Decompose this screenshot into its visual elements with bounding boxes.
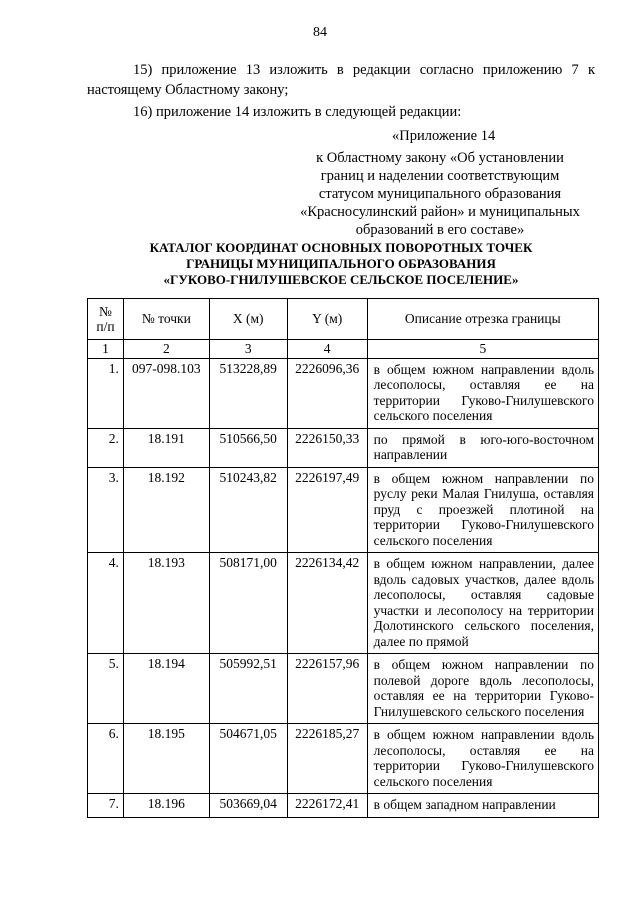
table-row [88, 428, 599, 467]
column-number: 1 [88, 340, 124, 359]
cell-point: 097-098.103 [123, 358, 209, 428]
cell-index: 7. [88, 794, 124, 818]
header-point: № точки [123, 299, 209, 340]
header-y: Y (м) [287, 299, 367, 340]
appendix-line: статусом муниципального образования [318, 186, 562, 202]
cell-x: 503669,04 [209, 794, 287, 818]
cell-index: 1. [88, 358, 124, 428]
cell-y: 2226197,49 [287, 467, 367, 553]
cell-point: 18.196 [123, 794, 209, 818]
coordinates-table [87, 298, 599, 818]
cell-index: 5. [88, 654, 124, 724]
cell-description: в общем западном направлении [367, 794, 598, 818]
cell-index: 3. [88, 467, 124, 553]
cell-x: 508171,00 [209, 553, 287, 654]
table-row [88, 724, 599, 794]
header-x: X (м) [209, 299, 287, 340]
catalog-title-line: КАТАЛОГ КООРДИНАТ ОСНОВНЫХ ПОВОРОТНЫХ ТОЧЕК [149, 240, 533, 255]
header-index: № п/п [88, 299, 124, 340]
paragraph-15: 15) приложение 13 изложить в редакции согласно приложению 7 к настоящему Областному закону; [87, 62, 595, 98]
paragraph-16: 16) приложение 14 изложить в следующей редакции: [133, 104, 462, 120]
appendix-line: образований в его составе» [355, 222, 525, 238]
header-description: Описание отрезка границы [367, 299, 598, 340]
cell-description: в общем южном направлении, далее вдоль садовых участков, далее вдоль лесополосы, оставляя садовые участки и лесополосу на территории Долотинского сельского поселения, далее по прямой [367, 553, 598, 654]
cell-y: 2226150,33 [287, 428, 367, 467]
cell-description: в общем южном направлении по полевой дороге вдоль лесополосы, оставляя ее на территории Гуково-Гнилушевского сельского поселения [367, 654, 598, 724]
page-number: 84 [313, 25, 327, 40]
table-row [88, 358, 599, 428]
table-header-row [88, 299, 599, 340]
column-number-row [88, 340, 599, 359]
cell-x: 510566,50 [209, 428, 287, 467]
table-row [88, 467, 599, 553]
cell-x: 505992,51 [209, 654, 287, 724]
cell-point: 18.192 [123, 467, 209, 553]
cell-x: 504671,05 [209, 724, 287, 794]
catalog-title-line: ГРАНИЦЫ МУНИЦИПАЛЬНОГО ОБРАЗОВАНИЯ [186, 256, 496, 271]
appendix-line: границ и наделении соответствующим [320, 168, 560, 184]
column-number: 5 [367, 340, 598, 359]
catalog-title-line: «ГУКОВО-ГНИЛУШЕВСКОЕ СЕЛЬСКОЕ ПОСЕЛЕНИЕ» [163, 272, 519, 287]
cell-y: 2226157,96 [287, 654, 367, 724]
cell-description: по прямой в юго-юго-восточном направлении [367, 428, 598, 467]
cell-y: 2226185,27 [287, 724, 367, 794]
cell-y: 2226134,42 [287, 553, 367, 654]
column-number: 2 [123, 340, 209, 359]
cell-index: 6. [88, 724, 124, 794]
catalog-title [87, 240, 595, 288]
cell-description: в общем южном направлении вдоль лесополосы, оставляя ее на территории Гуково-Гнилушевского сельского поселения [367, 724, 598, 794]
table-row [88, 794, 599, 818]
table-row [88, 654, 599, 724]
cell-point: 18.195 [123, 724, 209, 794]
cell-x: 513228,89 [209, 358, 287, 428]
cell-index: 4. [88, 553, 124, 654]
cell-description: в общем южном направлении по руслу реки Малая Гнилуша, оставляя пруд с проезжей плотиной на территории Гуково-Гнилушевского сельского поселения [367, 467, 598, 553]
cell-point: 18.194 [123, 654, 209, 724]
table-row [88, 553, 599, 654]
column-number: 3 [209, 340, 287, 359]
cell-description: в общем южном направлении вдоль лесополосы, оставляя ее на территории Гуково-Гнилушевского сельского поселения [367, 358, 598, 428]
cell-point: 18.193 [123, 553, 209, 654]
appendix-header [290, 127, 590, 239]
cell-point: 18.191 [123, 428, 209, 467]
appendix-line: к Областному закону «Об установлении [316, 150, 564, 166]
appendix-title: «Приложение 14 [392, 128, 496, 144]
cell-y: 2226096,36 [287, 358, 367, 428]
cell-x: 510243,82 [209, 467, 287, 553]
cell-y: 2226172,41 [287, 794, 367, 818]
column-number: 4 [287, 340, 367, 359]
appendix-line: «Красносулинский район» и муниципальных [300, 204, 580, 220]
cell-index: 2. [88, 428, 124, 467]
